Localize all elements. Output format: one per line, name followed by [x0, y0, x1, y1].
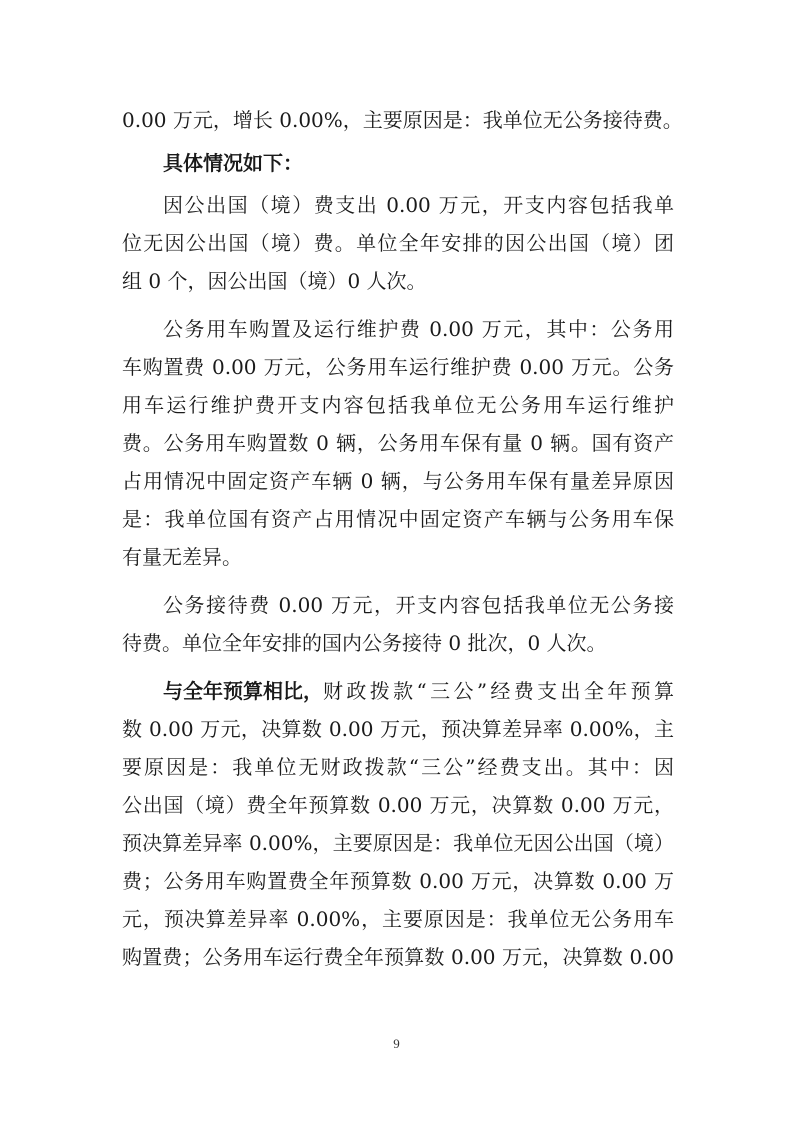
text-line: 公务接待费 0.00 万元，开支内容包括我单位无公务接 [163, 593, 674, 617]
text-line: 预决算差异率 0.00%，主要原因是：我单位无因公出国（境） [122, 831, 674, 855]
text-line: 费。公务用车购置数 0 辆，公务用车保有量 0 辆。国有资产 [122, 431, 674, 455]
text-line: 要原因是：我单位无财政拨款“三公”经费支出。其中：因 [122, 755, 674, 779]
text-line: 费；公务用车购置费全年预算数 0.00 万元，决算数 0.00 万 [122, 869, 674, 893]
section-heading: 具体情况如下： [163, 151, 303, 175]
text-line: 用车运行维护费开支内容包括我单位无公务用车运行维护 [122, 393, 674, 417]
text-line: 财政拨款“三公”经费支出全年预算 [323, 679, 674, 703]
text-line: 待费。单位全年安排的国内公务接待 0 批次，0 人次。 [122, 631, 607, 655]
text-line: 公出国（境）费全年预算数 0.00 万元，决算数 0.00 万元， [122, 793, 674, 817]
text-line: 元，预决算差异率 0.00%，主要原因是：我单位无公务用车 [122, 907, 674, 931]
text-line: 有量无差异。 [122, 545, 242, 569]
emphasis-lead: 与全年预算相比， [163, 679, 323, 703]
text-line: 是：我单位国有资产占用情况中固定资产车辆与公务用车保 [122, 507, 674, 531]
text-line: 车购置费 0.00 万元，公务用车运行维护费 0.00 万元。公务 [122, 355, 674, 379]
text-line: 数 0.00 万元，决算数 0.00 万元，预决算差异率 0.00%，主 [122, 717, 674, 741]
text-line: 占用情况中固定资产车辆 0 辆，与公务用车保有量差异原因 [122, 469, 674, 493]
page-number: 9 [393, 1036, 400, 1051]
text-line: 因公出国（境）费支出 0.00 万元，开支内容包括我单 [163, 193, 674, 217]
text-line: 位无因公出国（境）费。单位全年安排的因公出国（境）团 [122, 231, 674, 255]
text-line: 购置费；公务用车运行费全年预算数 0.00 万元，决算数 0.00 [122, 945, 674, 969]
text-line: 公务用车购置及运行维护费 0.00 万元，其中：公务用 [163, 317, 674, 341]
text-line: 0.00 万元，增长 0.00%，主要原因是：我单位无公务接待费。 [122, 108, 683, 132]
text-line: 组 0 个，因公出国（境）0 人次。 [122, 269, 427, 293]
